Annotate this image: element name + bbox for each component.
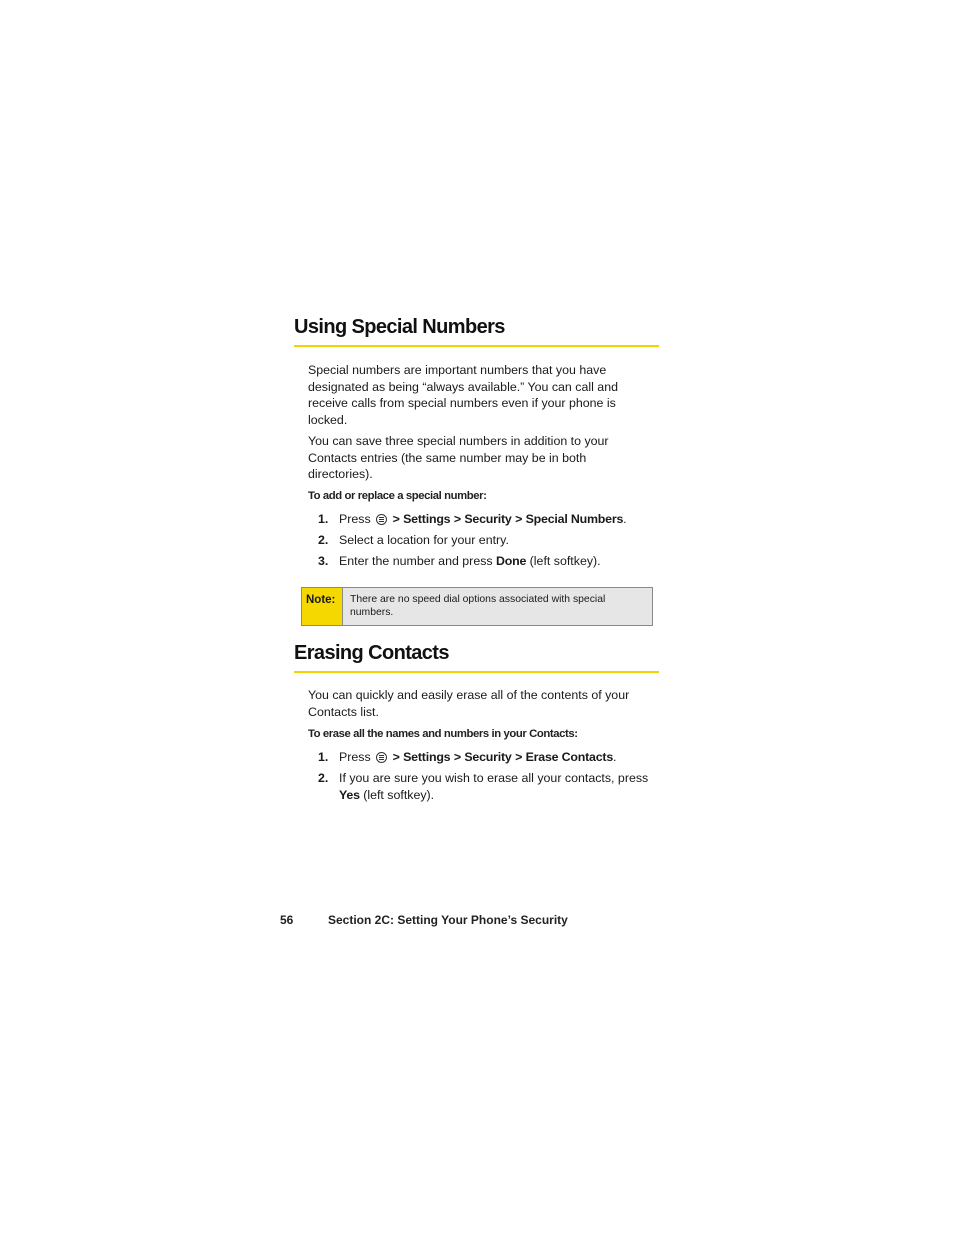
- key-yes: Yes: [339, 787, 360, 802]
- step-text: Select a location for your entry.: [339, 533, 509, 547]
- special-numbers-intro: Special numbers are important numbers that you have designated as being “always available.” You can call and receive calls from special numbers even if your phone is locked.: [308, 363, 618, 427]
- key-done: Done: [496, 554, 527, 568]
- separator: >: [515, 750, 523, 764]
- section-title-special-numbers: Using Special Numbers: [294, 316, 659, 347]
- period: .: [613, 750, 617, 764]
- menu-key-icon: [376, 752, 387, 763]
- step-text-post: (left softkey).: [359, 787, 435, 802]
- subheading-erase-contacts: To erase all the names and numbers in your Contacts:: [308, 728, 578, 740]
- separator: >: [392, 512, 400, 526]
- step-text-pre: Enter the number and press: [339, 554, 497, 568]
- separator: >: [453, 512, 461, 526]
- section-title-erasing-contacts: Erasing Contacts: [294, 642, 659, 673]
- menu-settings: Settings: [403, 750, 451, 764]
- menu-key-icon: [376, 514, 387, 525]
- menu-security: Security: [464, 512, 512, 526]
- step-text-pre: If you are sure you wish to erase all your contacts, press: [339, 771, 649, 785]
- press-text: Press: [339, 512, 371, 526]
- special-numbers-save-info: You can save three special numbers in addition to your Contacts entries (the same number may be in both directories).: [308, 434, 609, 481]
- menu-special-numbers: Special Numbers: [525, 512, 624, 526]
- separator: >: [515, 512, 523, 526]
- menu-erase-contacts: Erase Contacts: [525, 750, 614, 764]
- separator: >: [453, 750, 461, 764]
- step-number: 2.: [318, 771, 329, 785]
- step-text: [339, 749, 661, 766]
- note-label: Note:: [302, 588, 343, 625]
- step-text: [339, 553, 661, 570]
- step-number: 2.: [318, 533, 329, 547]
- note-text: There are no speed dial options associated with special numbers.: [343, 588, 652, 625]
- step-number: 3.: [318, 554, 329, 568]
- period: .: [623, 512, 627, 526]
- step-text: [339, 511, 661, 528]
- erasing-contacts-intro: You can quickly and easily erase all of the contents of your Contacts list.: [308, 688, 630, 719]
- separator: >: [392, 750, 400, 764]
- menu-settings: Settings: [403, 512, 451, 526]
- menu-security: Security: [464, 750, 512, 764]
- press-text: Press: [339, 750, 371, 764]
- step-number: 1.: [318, 512, 329, 526]
- step-number: 1.: [318, 750, 329, 764]
- step-text: [339, 770, 661, 803]
- note-box: [301, 587, 653, 626]
- page-number: 56: [280, 913, 294, 927]
- step-text-post: (left softkey).: [526, 554, 601, 568]
- subheading-add-special-number: To add or replace a special number:: [308, 490, 487, 502]
- footer-section-title: Section 2C: Setting Your Phone’s Security: [328, 913, 568, 927]
